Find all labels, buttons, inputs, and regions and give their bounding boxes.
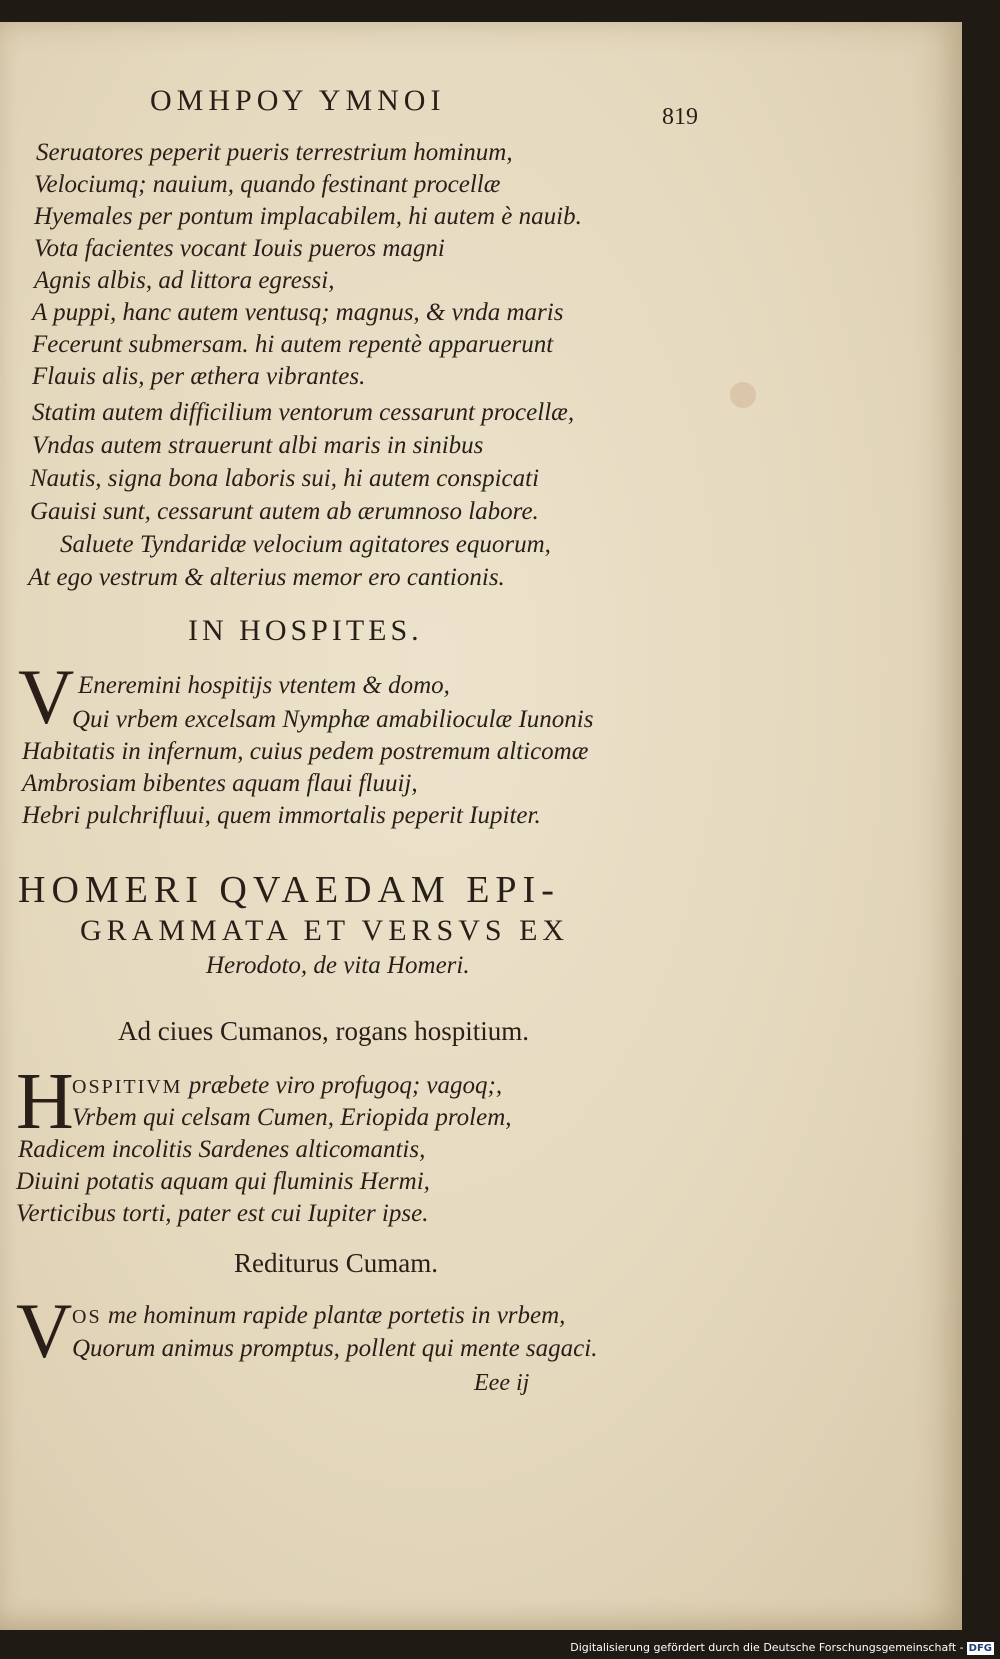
poem-line: Radicem incolitis Sardenes alticomantis, (18, 1136, 426, 1163)
poem-line: Vrbem qui celsam Cumen, Eriopida prolem, (72, 1104, 512, 1131)
poem-line: Verticibus torti, pater est cui Iupiter ipse. (16, 1200, 429, 1227)
poem-line: Vota facientes vocant Iouis pueros magni (34, 235, 445, 262)
running-head: ΟΜΗΡΟΥ ΥΜΝΟΙ (150, 84, 446, 117)
poem-line: Hebri pulchrifluui, quem immortalis peperit Iupiter. (22, 802, 541, 829)
poem-line: Seruatores peperit pueris terrestrium hominum, (36, 139, 513, 166)
section-subtitle-homeri: GRAMMATA ET VERSVS EX (80, 914, 570, 947)
small-caps-word: OS (72, 1306, 102, 1328)
drop-cap: H (16, 1058, 74, 1146)
poem-line: A puppi, hanc autem ventusq; magnus, & vnda maris (32, 299, 564, 326)
poem-line: Quorum animus promptus, pollent qui mente sagaci. (72, 1335, 598, 1362)
poem-line: Diuini potatis aquam qui fluminis Hermi, (16, 1168, 430, 1195)
poem-line: At ego vestrum & alterius memor ero cantionis. (28, 564, 505, 591)
poem-line: Statim autem difficilium ventorum cessarunt procellæ, (32, 399, 575, 426)
poem-heading-ad-ciues: Ad ciues Cumanos, rogans hospitium. (118, 1016, 529, 1046)
poem-line: Ambrosiam bibentes aquam flaui fluuij, (22, 770, 418, 797)
section-title-in-hospites: IN HOSPITES. (188, 614, 423, 647)
poem-line: Saluete Tyndaridæ velocium agitatores equorum, (60, 531, 551, 558)
poem-line: Hyemales per pontum implacabilem, hi autem è nauib. (34, 203, 582, 230)
section-title-homeri: HOMERI QVAEDAM EPI- (18, 869, 560, 911)
poem-line: Habitatis in infernum, cuius pedem postremum alticomæ (22, 738, 589, 765)
dfg-logo-icon: DFG (968, 1643, 992, 1654)
paper-stain (730, 382, 756, 408)
poem-line: Velociumq; nauium, quando festinant procellæ (34, 171, 501, 198)
poem-line: Agnis albis, ad littora egressi, (34, 267, 335, 294)
drop-cap: V (16, 1287, 73, 1374)
signature-mark: Eee ij (474, 1370, 530, 1396)
line-rest: præbete viro profugoq; vagoq;, (188, 1072, 503, 1099)
section-subtitle-italic: Herodoto, de vita Homeri. (206, 952, 470, 979)
line-rest: me hominum rapide plantæ portetis in vrbem, (107, 1302, 566, 1329)
poem-line (72, 1072, 502, 1100)
credit-text: Digitalisierung gefördert durch die Deutsche Forschungsgemeinschaft - (570, 1641, 964, 1654)
poem-line: Gauisi sunt, cessarunt autem ab ærumnoso labore. (30, 498, 539, 525)
poem-line: Flauis alis, per æthera vibrantes. (32, 363, 366, 390)
poem-line: Fecerunt submersam. hi autem repentè apparuerunt (32, 331, 554, 358)
book-page (0, 22, 962, 1630)
small-caps-word: OSPITIVM (72, 1076, 183, 1098)
drop-cap: V (18, 653, 75, 740)
page-number: 819 (662, 104, 698, 130)
poem-heading-rediturus: Rediturus Cumam. (234, 1248, 438, 1278)
poem-line: Eneremini hospitijs vtentem & domo, (78, 672, 450, 699)
digitization-credit (570, 1640, 994, 1656)
poem-line: Qui vrbem excelsam Nymphæ amabilioculæ Iunonis (72, 706, 594, 733)
poem-line: Vndas autem strauerunt albi maris in sinibus (32, 432, 484, 459)
poem-line: Nautis, signa bona laboris sui, hi autem conspicati (30, 465, 540, 492)
poem-line (72, 1302, 565, 1330)
